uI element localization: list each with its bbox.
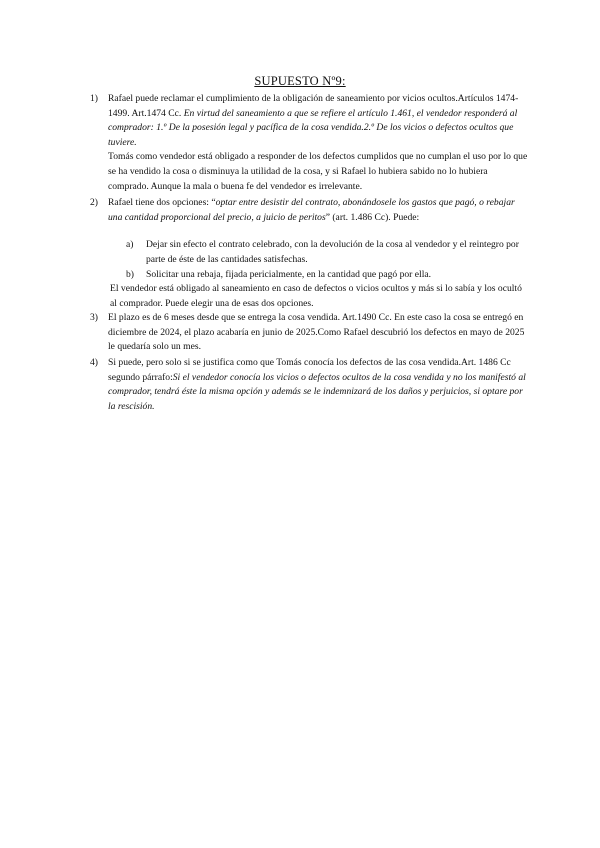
item-number: 3) <box>90 312 98 323</box>
item-text: Rafael puede reclamar el cumplimiento de la obligación de saneamiento por vicios ocultos.Artículos 1474-1499. Art.1474 Cc. En virtud del saneamiento a que se refiere el artículo 1.461, el vendedor responderá al comprador: 1.º De la posesión legal y pacífica de la cosa vendida.2.º De los vicios o defectos ocultos que tuviere. <box>108 93 519 148</box>
item-text: El plazo es de 6 meses desde que se entrega la cosa vendida. Art.1490 Cc. En este caso la cosa se entregó en diciembre de 2024, el plazo acabaría en junio de 2025.Como Rafael descubrió los defectos en mayo de 2025 le quedaría solo un mes. <box>108 312 525 353</box>
page-title: SUPUESTO Nº9: <box>254 74 346 88</box>
item-number: 2) <box>90 197 98 208</box>
paragraph <box>78 282 530 311</box>
legal-quote: En virtud del saneamiento a que se refiere el artículo 1.461, el vendedor responderá al comprador: 1.º De la posesión legal y pacífica de la cosa vendida.2.º De los vicios o defectos ocultos que tuviere. <box>108 107 518 148</box>
sub-item-text: Dejar sin efecto el contrato celebrado, con la devolución de la cosa al vendedor y el reintegro por parte de éste de las cantidades satisfechas. <box>146 239 519 265</box>
sub-list-item <box>126 238 530 267</box>
list-item <box>90 196 530 225</box>
sub-item-text: Solicitar una rebaja, fijada pericialmente, en la cantidad que pagó por ella. <box>146 269 432 280</box>
sub-item-letter: a) <box>126 239 134 250</box>
legal-quote: Si el vendedor conocía los vicios o defectos ocultos de la cosa vendida y no los manifestó al comprador, tendrá éste la misma opción y además se le indemnizará de los daños y perjuicios, si optare por la rescisión. <box>108 371 526 412</box>
item-text: Si puede, pero solo si se justifica como que Tomás conocía los defectos de las cosa vendida.Art. 1486 Cc segundo párrafo:Si el vendedor conocía los vicios o defectos ocultos de la cosa vendida y no los manifestó al comprador, tendrá éste la misma opción y además se le indemnizará de los daños y perjuicios, si optare por la rescisión. <box>108 357 526 412</box>
item-number: 1) <box>90 93 98 104</box>
list-item <box>90 356 530 414</box>
paragraph-text: El vendedor está obligado al saneamiento en caso de defectos o vicios ocultos y más si lo sabía y los ocultó al comprador. Puede elegir una de esas dos opciones. <box>110 283 522 309</box>
legal-quote: optar entre desistir del contrato, abonándosele los gastos que pagó, o rebajar una cantidad proporcional del precio, a juicio de peritos <box>108 197 515 223</box>
sub-item-letter: b) <box>126 269 134 280</box>
list-item <box>90 311 530 355</box>
item-number: 4) <box>90 357 98 368</box>
item-text: Rafael tiene dos opciones: “optar entre desistir del contrato, abonándosele los gastos que pagó, o rebajar una cantidad proporcional del precio, a juicio de peritos” (art. 1.486 Cc). Puede: <box>108 197 515 223</box>
list-item <box>90 92 530 194</box>
sub-list-item <box>126 268 530 283</box>
item-explanation: Tomás como vendedor está obligado a responder de los defectos cumplidos que no cumplan el uso por lo que se ha vendido la cosa o disminuya la utilidad de la cosa, y si Rafael lo hubiera sabido no lo hubiera comprado. Aunque la mala o buena fe del vendedor es irrelevante. <box>108 151 528 192</box>
